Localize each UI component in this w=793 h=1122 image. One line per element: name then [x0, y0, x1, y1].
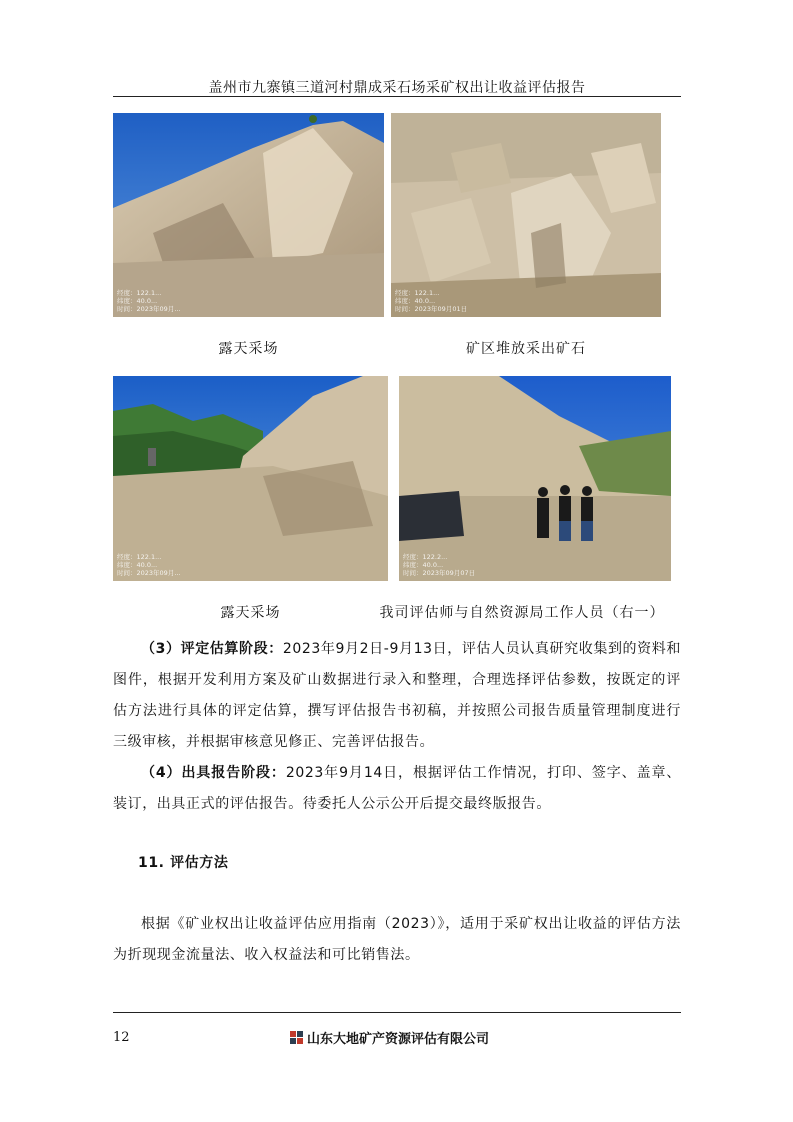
photo-appraisers-with-staff — [399, 376, 671, 581]
photo-4-geo-stamp: 经度：122.2... 纬度：40.0... 时间：2023年09月07日 — [403, 553, 476, 577]
company-name: 山东大地矿产资源评估有限公司 — [307, 1032, 490, 1047]
footer-divider — [113, 1012, 681, 1013]
photo-appraisers-image — [399, 376, 671, 581]
company-logo-icon — [290, 1031, 304, 1045]
photo-open-pit-2-image — [113, 376, 388, 581]
photo-open-pit-1 — [113, 113, 384, 317]
caption-stockpiled-ore: 矿区堆放采出矿石 — [466, 341, 586, 357]
header-divider — [113, 96, 681, 97]
section-heading-evaluation-method: 11. 评估方法 — [138, 855, 229, 871]
paragraph-report-issuance-stage — [113, 758, 681, 820]
paragraph-report-issuance-label: （4）出具报告阶段： — [141, 765, 286, 781]
photo-2-geo-stamp: 经度：122.1... 纬度：40.0... 时间：2023年09月01日 — [395, 289, 468, 313]
caption-open-pit-1: 露天采场 — [218, 341, 279, 357]
paragraph-evaluation-stage-label: （3）评定估算阶段： — [141, 641, 283, 657]
caption-open-pit-2: 露天采场 — [220, 605, 281, 621]
photo-1-geo-stamp: 经度：122.1... 纬度：40.0... 时间：2023年09月... — [117, 289, 181, 313]
photo-stockpiled-ore-image — [391, 113, 661, 317]
caption-appraisers-with-staff: 我司评估师与自然资源局工作人员（右一） — [379, 605, 665, 621]
paragraph-evaluation-stage — [113, 634, 681, 758]
photo-open-pit-2 — [113, 376, 388, 581]
footer-company — [290, 1028, 489, 1047]
page-number: 12 — [113, 1030, 130, 1045]
photo-3-geo-stamp: 经度：122.1... 纬度：40.0... 时间：2023年09月... — [117, 553, 181, 577]
photo-open-pit-1-image — [113, 113, 384, 317]
photo-stockpiled-ore — [391, 113, 661, 317]
paragraph-evaluation-method — [113, 909, 681, 971]
paragraph-report-issuance-text: 2023年9月14日，根据评估工作情况，打印、签字、盖章、装订，出具正式的评估报告。待委托人公示公开后提交最终版报告。 — [113, 765, 682, 812]
paragraph-evaluation-method-text: 根据《矿业权出让收益评估应用指南（2023）》，适用于采矿权出让收益的评估方法为折现现金流量法、收入权益法和可比销售法。 — [113, 916, 681, 963]
header-title: 盖州市九寨镇三道河村鼎成采石场采矿权出让收益评估报告 — [208, 80, 586, 96]
paragraph-evaluation-stage-text: 2023年9月2日-9月13日，评估人员认真研究收集到的资料和图件，根据开发利用方案及矿山数据进行录入和整理，合理选择评估参数，按既定的评估方法进行具体的评定估算，撰写评估报告书初稿，并按照公司报告质量管理制度进行三级审核，并根据审核意见修正、完善评估报告。 — [113, 641, 681, 750]
